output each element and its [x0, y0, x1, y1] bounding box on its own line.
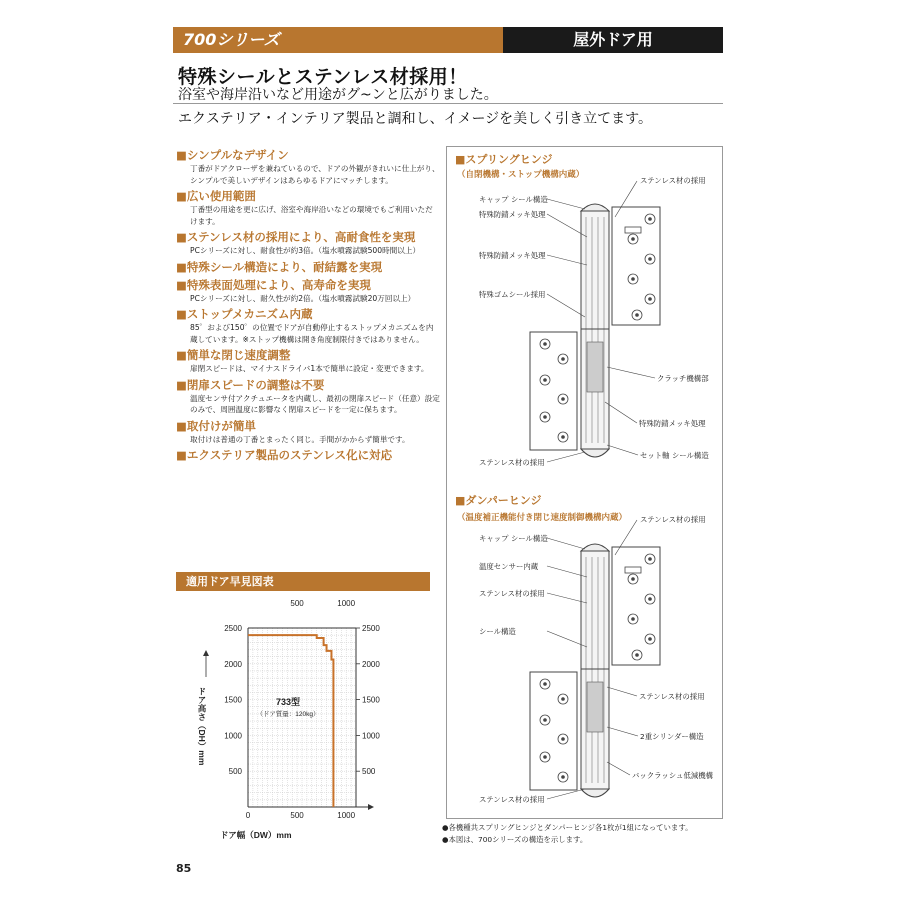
note-item: ●各機種共スプリングヒンジとダンパーヒンジ各1枚が1組になっています。	[442, 823, 693, 832]
feature-desc: 85゜および150゜の位置でドアが自動停止するストップメカニズムを内蔵しています。※ストップ機構は開き角度制限付きではありません。	[190, 323, 434, 344]
spring-hinge-subtitle: （自閉機構・ストップ機構内蔵）	[457, 170, 585, 180]
screw-hole-center	[543, 415, 547, 419]
callout: クラッチ機構部	[657, 374, 709, 383]
header-bar	[173, 27, 723, 53]
spring-hinge-title: ■スプリングヒンジ	[455, 153, 553, 166]
divider	[173, 103, 723, 104]
screw-hole-center	[561, 397, 565, 401]
callout-leader	[607, 367, 655, 378]
feature-list	[176, 148, 446, 466]
damper-hinge-subtitle: （温度補正機能付き閉じ速度制御機構内蔵）	[457, 513, 628, 523]
x-tick-label: 0	[245, 811, 251, 820]
page-number: 85	[176, 862, 192, 875]
screw-hole-center	[631, 617, 635, 621]
hinge-drawings	[447, 147, 724, 820]
callout-leader	[547, 538, 585, 549]
x-tick-label: 1000	[337, 811, 356, 820]
door-size-chart	[176, 592, 436, 862]
callout-leader	[605, 402, 637, 423]
screw-hole-center	[635, 653, 639, 657]
callout-leader	[607, 762, 630, 775]
feature-item	[176, 189, 446, 227]
feature-item	[176, 148, 446, 186]
y-tick-label-right: 500	[362, 767, 376, 777]
callout-leader	[607, 445, 638, 455]
screw-hole-center	[648, 597, 652, 601]
hinge-barrel	[581, 551, 609, 789]
callout: 温度センサー内蔵	[479, 562, 539, 571]
hinge-leaf-upper	[612, 547, 660, 665]
series-label: 700シリーズ	[173, 27, 503, 53]
barrel-cap-top	[581, 544, 609, 551]
screw-hole-center	[631, 277, 635, 281]
feature-item	[176, 448, 446, 463]
door-type-label: 屋外ドア用	[503, 27, 723, 53]
barrel-mechanism	[587, 342, 603, 392]
y-tick-label: 500	[228, 767, 242, 777]
feature-item	[176, 378, 446, 416]
hinge-leaf-lower	[530, 672, 577, 790]
callout: 特殊防錆メッキ処理	[639, 419, 706, 428]
y-axis-label-arrowhead	[203, 650, 209, 656]
screw-hole-center	[543, 718, 547, 722]
y-tick-label-right: 2500	[362, 624, 380, 633]
screw-hole-center	[631, 237, 635, 241]
feature-title: ■簡単な閉じ速度調整	[176, 348, 291, 362]
x-tick-label-top: 500	[290, 599, 304, 608]
callout-leader	[547, 294, 585, 317]
x-axis-arrow	[368, 804, 374, 810]
callout: 特殊防錆メッキ処理	[479, 251, 546, 260]
hinge-leaf-lower	[530, 332, 577, 450]
callout: 2重シリンダー構造	[640, 732, 704, 741]
screw-hole-center	[561, 435, 565, 439]
feature-title: ■取付けが簡単	[176, 418, 256, 433]
feature-item	[176, 260, 446, 275]
feature-item	[176, 230, 446, 257]
callout: ステンレス材の採用	[479, 589, 545, 598]
y-tick-label: 2000	[224, 659, 242, 669]
screw-hole-center	[561, 775, 565, 779]
y-tick-label: 1000	[224, 731, 242, 741]
leaf-slot	[625, 227, 641, 233]
feature-title: ■特殊表面処理により、高寿命を実現	[176, 277, 371, 292]
feature-desc: 取付けは普通の丁番とまったく同じ。手間がかからず簡単です。	[190, 434, 410, 444]
callout: 特殊防錆メッキ処理	[479, 210, 546, 219]
damper-hinge-title: ■ダンパーヒンジ	[455, 494, 542, 507]
leaf-slot	[625, 567, 641, 573]
x-tick-label-top: 1000	[337, 599, 356, 608]
callout: ステンレス材の採用	[479, 458, 545, 467]
screw-hole-center	[635, 313, 639, 317]
callout: ステンレス材の採用	[639, 692, 705, 701]
screw-hole-center	[648, 637, 652, 641]
feature-desc: 温度センサ付アクチュエータを内蔵し、最初の閉扉スピード（任意）設定のみで、周囲温度に影響なく閉扉スピードを一定に保ちます。	[190, 393, 440, 414]
callout: キャップ シール構造	[479, 534, 548, 543]
subheadline: 浴室や海岸沿いなど用途がグ~ンと広がりました。	[178, 87, 498, 103]
screw-hole-center	[648, 297, 652, 301]
y-tick-label-right: 2000	[362, 659, 380, 669]
callout: セット軸 シール構造	[640, 451, 709, 460]
screw-hole-center	[543, 342, 547, 346]
note-item: ●本図は、700シリーズの構造を示します。	[442, 835, 588, 844]
callout-leader	[547, 199, 585, 209]
feature-title: ■シンプルなデザイン	[176, 148, 289, 162]
screw-hole-center	[561, 357, 565, 361]
callout: シール構造	[479, 627, 516, 636]
screw-hole-center	[543, 682, 547, 686]
barrel-mechanism	[587, 682, 603, 732]
feature-desc: 丁番がドアクローザを兼ねているので、ドアの外観がきれいに仕上がり、シンプルで美しいデザインはあらゆるドアにマッチします。	[190, 164, 440, 185]
feature-desc: 扉閉スピードは、マイナスドライバ1本で簡単に設定・変更できます。	[190, 364, 429, 373]
callout-leader	[607, 727, 638, 736]
hinge-barrel	[581, 211, 609, 449]
barrel-cap-bottom	[581, 789, 609, 797]
y-tick-label-right: 1000	[362, 731, 380, 741]
y-axis-label: ドア高さ（DH）mm	[197, 687, 207, 766]
hinge-diagram-panel	[446, 146, 723, 819]
feature-desc: PCシリーズに対し、耐食性が約3倍。（塩水噴霧試験500時間以上）	[190, 246, 421, 255]
feature-title: ■エクステリア製品のステンレス化に対応	[176, 448, 393, 462]
feature-item	[176, 278, 446, 305]
screw-hole-center	[648, 217, 652, 221]
headline: 特殊シールとステンレス材採用！	[178, 66, 468, 88]
x-tick-label: 500	[290, 811, 304, 820]
callout: ステンレス材の採用	[640, 515, 706, 524]
hinge-leaf-upper	[612, 207, 660, 325]
tagline: エクステリア・インテリア製品と調和し、イメージを美しく引き立てます。	[178, 111, 653, 127]
barrel-cap-bottom	[581, 449, 609, 457]
screw-hole-center	[561, 737, 565, 741]
y-tick-label: 2500	[224, 624, 242, 633]
screw-hole-center	[561, 697, 565, 701]
series-sublabel: （ドア質量：120kg）	[256, 711, 320, 718]
notes	[442, 822, 693, 846]
callout: ステンレス材の採用	[479, 795, 545, 804]
screw-hole-center	[543, 378, 547, 382]
chart-title: 適用ドア早見図表	[176, 572, 430, 591]
feature-title: ■ステンレス材の採用により、高耐食性を実現	[176, 230, 416, 244]
callout: バックラッシュ低減機構	[632, 771, 714, 780]
feature-item	[176, 419, 446, 446]
feature-title: ■特殊シール構造により、耐結露を実現	[176, 259, 383, 274]
feature-desc: PCシリーズに対し、耐久性が約2倍。（塩水噴霧試験20万回以上）	[190, 293, 416, 303]
callout: ステンレス材の採用	[640, 176, 706, 185]
screw-hole-center	[543, 755, 547, 759]
callout: 特殊ゴムシール採用	[479, 290, 546, 299]
callout-leader	[607, 687, 637, 696]
feature-title: ■広い使用範囲	[176, 189, 256, 203]
feature-title: ■ストップメカニズム内蔵	[176, 307, 313, 321]
y-tick-label: 1500	[224, 695, 242, 705]
screw-hole-center	[648, 557, 652, 561]
feature-item	[176, 307, 446, 345]
screw-hole-center	[631, 577, 635, 581]
feature-title: ■閉扉スピードの調整は不要	[176, 377, 325, 392]
series-label: 733型	[275, 697, 301, 707]
callout-leader	[547, 452, 585, 462]
feature-item	[176, 348, 446, 375]
y-tick-label-right: 1500	[362, 695, 380, 705]
x-axis-label: ドア幅（DW）mm	[220, 830, 292, 840]
barrel-cap-top	[581, 204, 609, 211]
screw-hole-center	[648, 257, 652, 261]
feature-desc: 丁番型の用途を更に広げ、浴室や海岸沿いなどの環境でもご利用いただけます。	[190, 205, 433, 226]
callout: キャップ シール構造	[479, 195, 548, 204]
